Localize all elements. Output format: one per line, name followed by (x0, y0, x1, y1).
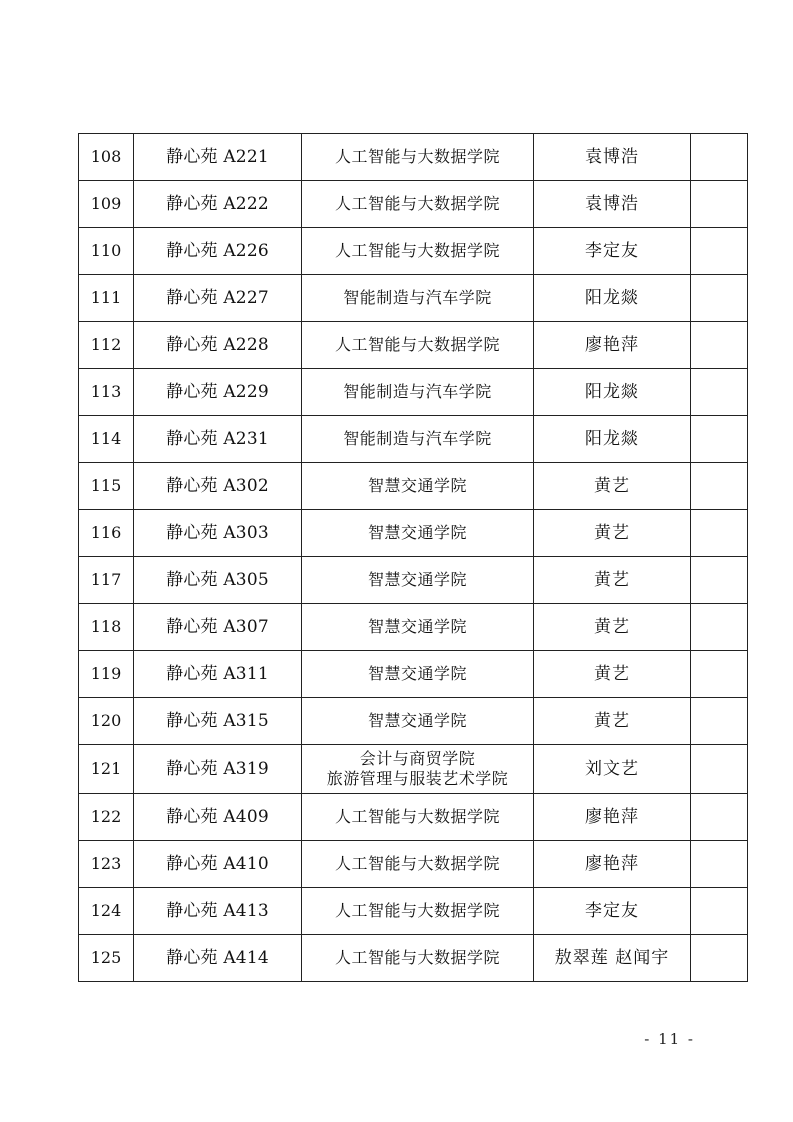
table-row (79, 557, 748, 604)
note-cell (691, 935, 748, 982)
college-line: 旅游管理与服装艺术学院 (326, 769, 509, 788)
table-row (79, 935, 748, 982)
college-cell: 智慧交通学院 (302, 463, 534, 510)
room-cell: 静心苑 A222 (134, 181, 302, 228)
person-cell: 廖艳萍 (534, 794, 691, 841)
row-number-cell: 124 (79, 888, 134, 935)
row-number-cell: 123 (79, 841, 134, 888)
person-cell: 廖艳萍 (534, 841, 691, 888)
row-number-cell: 120 (79, 698, 134, 745)
person-cell: 黄艺 (534, 651, 691, 698)
room-cell: 静心苑 A303 (134, 510, 302, 557)
college-cell: 智慧交通学院 (302, 698, 534, 745)
table-row (79, 228, 748, 275)
college-cell: 人工智能与大数据学院 (302, 794, 534, 841)
row-number-cell: 110 (79, 228, 134, 275)
college-cell: 智能制造与汽车学院 (302, 416, 534, 463)
person-cell: 袁博浩 (534, 181, 691, 228)
person-cell: 黄艺 (534, 463, 691, 510)
row-number-cell: 108 (79, 134, 134, 181)
note-cell (691, 322, 748, 369)
table-row (79, 510, 748, 557)
table-row (79, 181, 748, 228)
room-cell: 静心苑 A229 (134, 369, 302, 416)
college-cell (302, 745, 534, 794)
note-cell (691, 416, 748, 463)
dormitory-assignment-table (78, 133, 748, 982)
note-cell (691, 794, 748, 841)
table-row (79, 604, 748, 651)
room-cell: 静心苑 A302 (134, 463, 302, 510)
person-cell: 刘文艺 (534, 745, 691, 794)
note-cell (691, 275, 748, 322)
row-number-cell: 122 (79, 794, 134, 841)
row-number-cell: 112 (79, 322, 134, 369)
person-cell: 黄艺 (534, 698, 691, 745)
note-cell (691, 181, 748, 228)
row-number-cell: 117 (79, 557, 134, 604)
row-number-cell: 119 (79, 651, 134, 698)
row-number-cell: 116 (79, 510, 134, 557)
row-number-cell: 114 (79, 416, 134, 463)
row-number-cell: 113 (79, 369, 134, 416)
person-cell: 敖翠莲 赵闻宇 (534, 935, 691, 982)
college-cell: 人工智能与大数据学院 (302, 322, 534, 369)
table-row (79, 888, 748, 935)
person-cell: 袁博浩 (534, 134, 691, 181)
person-cell: 黄艺 (534, 510, 691, 557)
note-cell (691, 604, 748, 651)
college-cell: 智慧交通学院 (302, 604, 534, 651)
room-cell: 静心苑 A410 (134, 841, 302, 888)
table-row (79, 275, 748, 322)
table-row (79, 651, 748, 698)
person-cell: 黄艺 (534, 557, 691, 604)
college-cell: 人工智能与大数据学院 (302, 181, 534, 228)
note-cell (691, 510, 748, 557)
room-cell: 静心苑 A226 (134, 228, 302, 275)
row-number-cell: 109 (79, 181, 134, 228)
college-line: 会计与商贸学院 (359, 749, 476, 768)
note-cell (691, 557, 748, 604)
note-cell (691, 228, 748, 275)
college-cell: 智能制造与汽车学院 (302, 275, 534, 322)
note-cell (691, 841, 748, 888)
college-cell: 智慧交通学院 (302, 510, 534, 557)
table-row (79, 369, 748, 416)
note-cell (691, 463, 748, 510)
room-cell: 静心苑 A307 (134, 604, 302, 651)
person-cell: 廖艳萍 (534, 322, 691, 369)
person-cell: 李定友 (534, 228, 691, 275)
row-number-cell: 118 (79, 604, 134, 651)
page-number: - 11 - (644, 1030, 695, 1048)
row-number-cell: 115 (79, 463, 134, 510)
row-number-cell: 111 (79, 275, 134, 322)
row-number-cell: 121 (79, 745, 134, 794)
table-row (79, 794, 748, 841)
college-cell: 智慧交通学院 (302, 557, 534, 604)
note-cell (691, 888, 748, 935)
table-row (79, 134, 748, 181)
table-row (79, 416, 748, 463)
note-cell (691, 651, 748, 698)
room-cell: 静心苑 A413 (134, 888, 302, 935)
college-cell: 人工智能与大数据学院 (302, 228, 534, 275)
note-cell (691, 369, 748, 416)
college-cell: 人工智能与大数据学院 (302, 888, 534, 935)
college-cell: 智慧交通学院 (302, 651, 534, 698)
person-cell: 李定友 (534, 888, 691, 935)
table-row (79, 698, 748, 745)
college-cell: 人工智能与大数据学院 (302, 841, 534, 888)
room-cell: 静心苑 A231 (134, 416, 302, 463)
room-cell: 静心苑 A227 (134, 275, 302, 322)
table-row (79, 463, 748, 510)
college-cell: 智能制造与汽车学院 (302, 369, 534, 416)
note-cell (691, 698, 748, 745)
table-row (79, 745, 748, 794)
person-cell: 阳龙燚 (534, 275, 691, 322)
room-cell: 静心苑 A319 (134, 745, 302, 794)
room-cell: 静心苑 A414 (134, 935, 302, 982)
room-cell: 静心苑 A221 (134, 134, 302, 181)
person-cell: 阳龙燚 (534, 369, 691, 416)
room-cell: 静心苑 A311 (134, 651, 302, 698)
table-row (79, 322, 748, 369)
person-cell: 黄艺 (534, 604, 691, 651)
room-cell: 静心苑 A409 (134, 794, 302, 841)
note-cell (691, 745, 748, 794)
room-cell: 静心苑 A315 (134, 698, 302, 745)
note-cell (691, 134, 748, 181)
college-cell: 人工智能与大数据学院 (302, 935, 534, 982)
room-cell: 静心苑 A305 (134, 557, 302, 604)
college-cell: 人工智能与大数据学院 (302, 134, 534, 181)
person-cell: 阳龙燚 (534, 416, 691, 463)
table-row (79, 841, 748, 888)
room-cell: 静心苑 A228 (134, 322, 302, 369)
row-number-cell: 125 (79, 935, 134, 982)
